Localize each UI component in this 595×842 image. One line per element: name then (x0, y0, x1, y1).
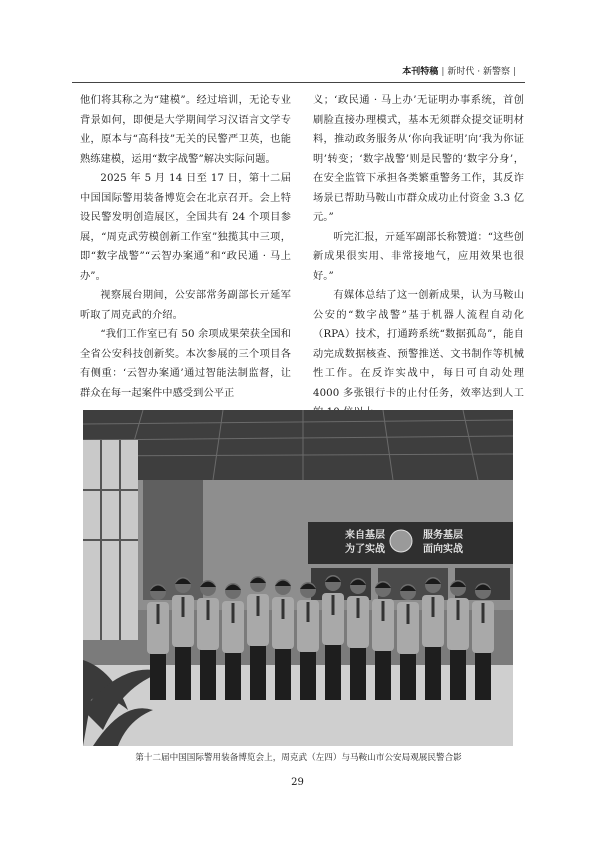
right-column (313, 91, 524, 423)
running-header (402, 64, 519, 77)
page-number: 29 (291, 777, 304, 788)
paragraph: 义；‘政民通 · 马上办’无证明办事系统，首创刷脸直接办理模式，基本无须群众提交证明材料，推动政务服务从‘你向我证明’向‘我为你证明’转变；‘数字战警’则是民警的‘数字分身’，在安全监管下承担各类繁重警务工作，其反诈场景已帮助马鞍山市群众成功止付资金 3.3 亿元。” (313, 95, 524, 223)
paragraph: “我们工作室已有 50 余项成果荣获全国和全省公安科技创新奖。本次参展的三个项目各有侧重：‘云智办案通’通过智能法制监督，让群众在每一起案件中感受到公平正 (80, 329, 291, 399)
booth-sign-right-1: 服务基层 (423, 530, 463, 541)
booth-sign-left-2: 为了实战 (345, 544, 385, 555)
officer-figure (247, 576, 269, 700)
officer-figure (347, 578, 369, 700)
officer-figure (172, 577, 194, 700)
officer-figure (422, 577, 444, 700)
group-photo (83, 410, 513, 746)
paragraph: 他们将其称之为“建模”。经过培训，无论专业背景如何，即便是大学期间学习汉语言文学专业，原本与“高科技”无关的民警严卫英，也能熟练建模，运用“数字战警”解决实际问题。 (80, 95, 291, 165)
paragraph: 有媒体总结了这一创新成果，认为马鞍山公安的“数字战警”基于机器人流程自动化（RPA）技术，打通跨系统“数据孤岛”，能自动完成数据核查、预警推送、文书制作等机械性工作。在反诈实战中，每日可自动处理 4000 多张银行卡的止付任务，效率达到人工 (313, 290, 524, 399)
police-emblem-icon (390, 530, 412, 552)
officer-figure (272, 579, 294, 700)
column-name: 本刊特稿 (402, 67, 439, 77)
booth-sign-right-2: 面向实战 (423, 544, 463, 555)
photo-caption: 第十二届中国国际警用装备博览会上，周克武（左四）与马鞍山市公安局观展民警合影 (135, 753, 462, 763)
header-separator-end: | (512, 67, 516, 77)
paragraph: 听完汇报，亓延军副部长称赞道：“这些创新成果很实用、非常接地气，应用效果也很好。” (313, 231, 524, 282)
header-separator: | (441, 67, 445, 77)
officer-figure (322, 575, 344, 700)
paragraph: 2025 年 5 月 14 日至 17 日，第十二届中国国际警用装备博览会在北京召开。会上特设民警发明创造展区，全国共有 24 个项目参展，“周克武劳模创新工作室”独揽其中三项，即“数字战警”“云智办案通”和“政民通 · 马上办”。 (80, 173, 291, 282)
paragraph: 视察展台期间，公安部常务副部长亓延军听取了周克武的介绍。 (80, 290, 291, 321)
section-name: 新时代 · 新警察 (447, 67, 510, 77)
left-column (80, 91, 291, 403)
header-rule (72, 82, 525, 83)
booth-sign-left-1: 来自基层 (345, 530, 385, 541)
